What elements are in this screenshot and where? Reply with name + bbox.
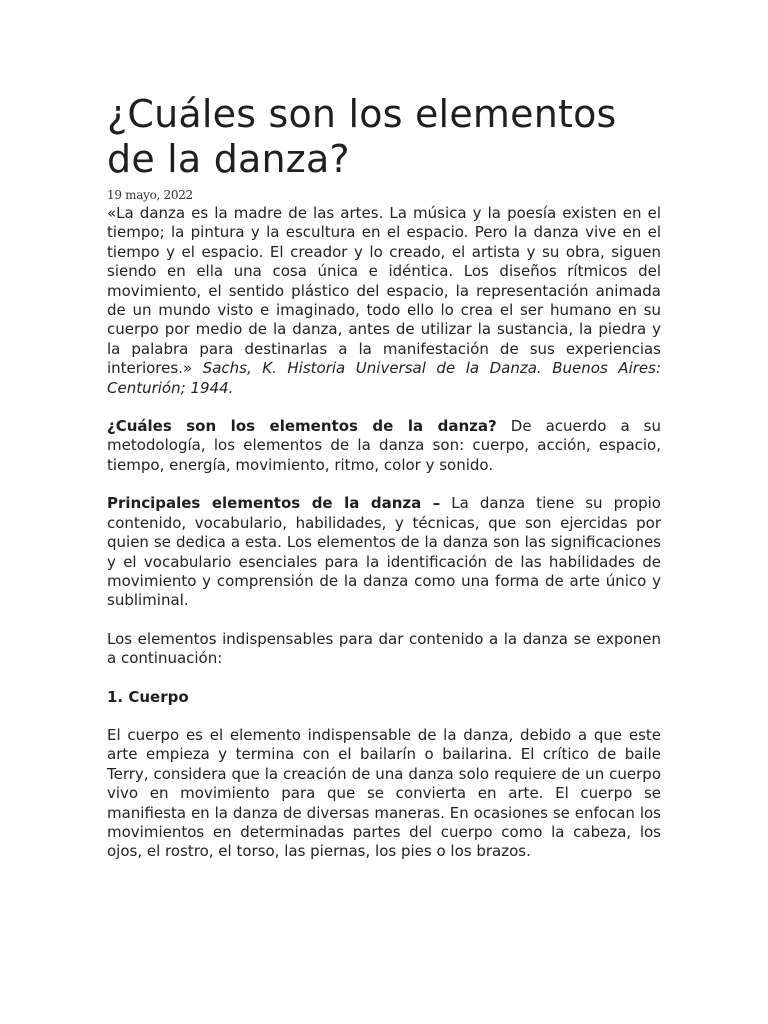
indispensables-paragraph: Los elementos indispensables para dar contenido a la danza se exponen a continuación: — [107, 629, 661, 668]
page-title: ¿Cuáles son los elementos de la danza? — [107, 92, 617, 181]
intro-paragraph — [107, 204, 661, 398]
question-text: De acuerdo a su metodología, los elementos de la danza son: cuerpo, acción, espacio, tiempo, energía, movimiento, ritmo, color y sonido. — [107, 417, 662, 474]
question-paragraph — [107, 417, 661, 475]
principales-bold: Principales elementos de la danza – — [107, 494, 441, 513]
principales-paragraph — [107, 494, 661, 610]
article — [107, 92, 661, 862]
question-bold: ¿Cuáles son los elementos de la danza? — [107, 417, 497, 436]
principales-text: La danza tiene su propio contenido, vocabulario, habilidades, y técnicas, que son ejercidas por quien se dedica a esta. Los elementos de la danza son las significaciones y el vocabulario esenciales para la identificación de las habilidades de movimiento y comprensión de la danza como una forma de arte único y subliminal. — [107, 494, 661, 610]
cuerpo-paragraph: El cuerpo es el elemento indispensable de la danza, debido a que este arte empieza y termina con el bailarín o bailarina. El crítico de baile Terry, considera que la creación de una danza solo requiere de un cuerpo vivo en movimiento para que se convierta en arte. El cuerpo se manifiesta en la danza de diversas maneras. En ocasiones se enfocan los movimientos en determinadas partes del cuerpo como la cabeza, los ojos, el rostro, el torso, las piernas, los pies o los brazos. — [107, 725, 661, 861]
intro-quote: «La danza es la madre de las artes. La música y la poesía existen en el tiempo; la pintura y la escultura en el espacio. Pero la danza vive en el tiempo y el espacio. El creador y lo creado, el artista y su obra, siguen siendo en ella una cosa única e idéntica. Los diseños rítmicos del movimiento, el sentido plástico del espacio, la representación animada de un mundo visto e imaginado, todo ello lo crea el ser humano en su cuerpo por medio de la danza, antes de utilizar la sustancia, la piedra y la palabra para destinarlas a la manifestación de sus experiencias interiores.» — [107, 204, 661, 378]
section-heading-cuerpo: 1. Cuerpo — [107, 687, 189, 706]
publish-date: 19 mayo, 2022 — [107, 188, 193, 202]
intro-citation: Sachs, K. Historia Universal de la Danza. Buenos Aires: Centurión; 1944. — [107, 359, 661, 397]
